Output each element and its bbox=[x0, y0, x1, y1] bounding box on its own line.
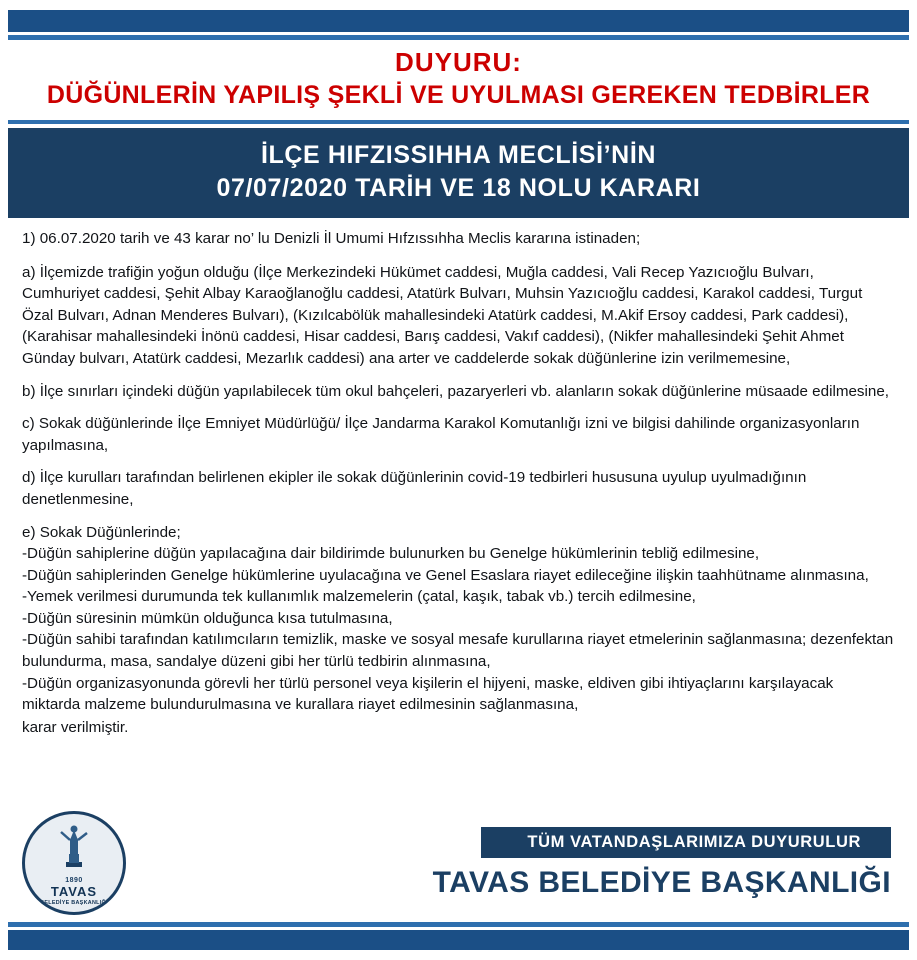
decision-number-line: 07/07/2020 TARİH VE 18 NOLU KARARI bbox=[216, 173, 701, 202]
municipality-seal-icon bbox=[22, 811, 126, 915]
statue-icon bbox=[52, 824, 96, 870]
body-item-d: d) İlçe kurulları tarafından belirlenen ekipler ile sokak düğünlerinin covid-19 tedbirleri hususuna uyulup uyulmadığının denetlenmesine, bbox=[22, 469, 807, 508]
body-item-b: b) İlçe sınırları içindeki düğün yapılabilecek tüm okul bahçeleri, pazaryerleri vb. alanların sokak düğünlerine müsaade edilmesine, bbox=[22, 382, 889, 400]
body-item-e-title: e) Sokak Düğünlerinde; bbox=[22, 523, 181, 541]
decision-council-line: İLÇE HIFZISSIHHA MECLİSİ’NİN bbox=[260, 140, 657, 169]
body-closing: karar verilmiştir. bbox=[22, 718, 129, 736]
poster-footer bbox=[8, 804, 909, 922]
top-decorative-bar bbox=[8, 10, 909, 32]
list-item: -Düğün süresinin mümkün olduğunca kısa tutulmasına, bbox=[22, 609, 393, 627]
body-lead: 1) 06.07.2020 tarih ve 43 karar no’ lu Denizli İl Umumi Hıfzıssıhha Meclis kararına istinaden; bbox=[22, 230, 641, 248]
list-item: -Düğün sahiplerine düğün yapılacağına dair bildirimde bulunurken bu Genelge hükümlerinin tebliğ edilmesine, bbox=[22, 545, 760, 563]
decision-body bbox=[8, 218, 909, 804]
header-divider bbox=[8, 120, 909, 124]
list-item: -Düğün sahiplerinden Genelge hükümlerine uyulacağına ve Genel Esaslara riayet edileceğine ilişkin taahhütname alınmasına, bbox=[22, 566, 869, 584]
bottom-decorative-rule bbox=[8, 922, 909, 927]
list-item: -Düğün organizasyonunda görevli her türlü personel veya kişilerin el hijyeni, maske, eldiven gibi ihtiyaçlarını karşılayacak miktarda malzeme bulundurulmasına ve kurallara riayet edilmesinin sağlanmasına, bbox=[22, 674, 834, 714]
seal-name: TAVAS bbox=[50, 884, 98, 899]
seal-subtitle: BELEDİYE BAŞKANLIĞI bbox=[40, 900, 108, 906]
list-item: -Düğün sahibi tarafından katılımcıların temizlik, maske ve sosyal mesafe kurullarına riayet etmelerinin sağlanmasına; dezenfektan bulundurma, masa, sandalye düzeni gibi her türlü tedbirin alınmasına, bbox=[22, 631, 894, 670]
seal-year: 1890 bbox=[65, 877, 83, 884]
municipality-name: TAVAS BELEDİYE BAŞKANLIĞI bbox=[432, 866, 891, 899]
body-item-e-list bbox=[22, 543, 895, 716]
announcement-band: TÜM VATANDAŞLARIMIZA DUYURULUR bbox=[481, 827, 891, 858]
list-item: -Yemek verilmesi durumunda tek kullanımlık malzemelerin (çatal, kaşık, tabak vb.) tercih edilmesine, bbox=[22, 588, 696, 606]
decision-banner bbox=[8, 128, 909, 218]
page-subtitle: DÜĞÜNLERİN YAPILIŞ ŞEKLİ VE UYULMASI GEREKEN TEDBİRLER bbox=[46, 80, 871, 109]
footer-text-block bbox=[140, 827, 909, 899]
poster-header bbox=[0, 40, 917, 116]
logo-container bbox=[8, 811, 140, 915]
body-item-a: a) İlçemizde trafiğin yoğun olduğu (İlçe Merkezindeki Hükümet caddesi, Muğla caddesi, Vali Recep Yazıcıoğlu Bulvarı, Cumhuriyet caddesi, Şehit Albay Karaoğlanoğlu caddesi, Atatürk Bulvarı, Muhsin Yazıcıoğlu caddesi, Karakol caddesi, Turgut Özal Bulvarı, Adnan Menderes Bulvarı), (Kızılcabölük mahallesindeki Atatürk caddesi, M.Akif Ersoy caddesi, Park caddesi), (Karahisar mahallesindeki İnönü caddesi, Hisar caddesi, Barış caddesi, Vakıf caddesi), (Nikfer mahallesindeki Şehit Ahmet Günday bulvarı, Atatürk caddesi, Mezarlık caddesi) ana arter ve caddelerde sokak düğünlerine izin verilmemesine, bbox=[22, 263, 863, 368]
body-item-c: c) Sokak düğünlerinde İlçe Emniyet Müdürlüğü/ İlçe Jandarma Karakol Komutanlığı izni ve bilgisi dahilinde organizasyonların yapılmasına, bbox=[22, 415, 860, 454]
page-title: DUYURU: bbox=[395, 47, 522, 77]
bottom-decorative-bar bbox=[8, 930, 909, 950]
